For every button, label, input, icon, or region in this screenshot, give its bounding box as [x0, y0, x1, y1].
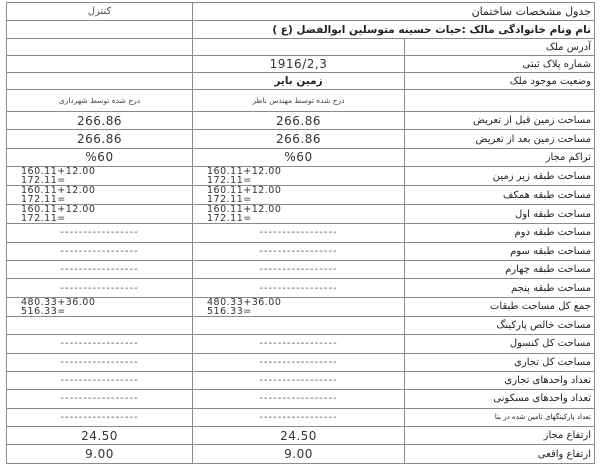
spec-row	[7, 390, 595, 408]
value-cell	[7, 186, 193, 205]
value-cell: %60	[193, 148, 405, 166]
empty-value-dashes: -----------------	[7, 408, 193, 426]
value-line: 480.33+36.00	[21, 297, 96, 308]
value-line: 160.11+12.00	[21, 185, 96, 197]
empty-value-dashes: -----------------	[193, 224, 405, 242]
info-row	[7, 56, 595, 73]
value-cell: 266.86	[193, 130, 405, 148]
spec-label: مساحت طبقه زیر زمین	[405, 167, 595, 186]
spec-row	[7, 427, 595, 445]
value-cell	[193, 297, 405, 316]
empty-value-dashes: -----------------	[193, 335, 405, 353]
column-header-municipality: درج شده توسط شهرداری	[7, 90, 193, 112]
spec-row	[7, 224, 595, 242]
spec-label: مساحت زمین بعد از تعریض	[405, 130, 595, 148]
info-label: آدرس ملک	[405, 39, 595, 56]
title-row	[7, 3, 595, 21]
spec-row	[7, 353, 595, 371]
empty-value-dashes: -----------------	[193, 390, 405, 408]
owner-control-cell	[7, 21, 193, 39]
value-cell	[7, 316, 193, 334]
spec-row	[7, 316, 595, 334]
spec-row	[7, 408, 595, 426]
info-control-cell	[7, 39, 193, 56]
empty-value-dashes: -----------------	[7, 224, 193, 242]
value-line: =172.11	[21, 213, 66, 224]
empty-value-dashes: -----------------	[7, 335, 193, 353]
spec-label: مساحت زمین قبل از تعریض	[405, 112, 595, 130]
spec-label: تراکم مجاز	[405, 148, 595, 166]
value-line: =172.11	[21, 175, 66, 186]
value-cell	[193, 316, 405, 334]
value-cell: 266.86	[7, 112, 193, 130]
spec-label: ارتفاع مجاز	[405, 427, 595, 445]
value-cell	[193, 167, 405, 186]
spec-row	[7, 445, 595, 463]
value-cell	[193, 186, 405, 205]
info-row	[7, 39, 595, 56]
spec-row	[7, 130, 595, 148]
info-value: 1916/2,3	[193, 56, 405, 73]
value-cell: 24.50	[193, 427, 405, 445]
spec-row	[7, 112, 595, 130]
value-line: =516.33	[21, 305, 66, 317]
info-control-cell	[7, 73, 193, 90]
spec-row	[7, 242, 595, 260]
column-header-engineer: درج شده توسط مهندس ناظر	[193, 90, 405, 112]
owner-row	[7, 21, 595, 39]
value-line: 160.11+12.00	[21, 166, 96, 178]
spec-row	[7, 148, 595, 166]
value-cell: %60	[7, 148, 193, 166]
spec-label: مساحت کل کنسول	[405, 335, 595, 353]
spec-row	[7, 205, 595, 224]
spec-label: مساحت طبقه همکف	[405, 186, 595, 205]
empty-value-dashes: -----------------	[193, 242, 405, 260]
value-cell: 9.00	[7, 445, 193, 463]
spec-label: تعداد واحدهای تجاری	[405, 371, 595, 389]
value-line: 160.11+12.00	[207, 185, 282, 197]
spec-label: تعداد واحدهای مسکونی	[405, 390, 595, 408]
value-cell	[193, 205, 405, 224]
empty-value-dashes: -----------------	[193, 279, 405, 297]
owner-name: نام ونام خانوادگی مالک :حیات حسینه متوسلین ابوالفضل (ع )	[193, 21, 595, 39]
spec-label: ارتفاع واقعی	[405, 445, 595, 463]
value-line: =172.11	[207, 175, 252, 186]
spec-label: جمع کل مساحت طبقات	[405, 297, 595, 316]
empty-value-dashes: -----------------	[7, 242, 193, 260]
spec-label: مساحت کل تجاری	[405, 353, 595, 371]
table-title: جدول مشخصات ساختمان	[193, 3, 595, 21]
value-cell	[7, 205, 193, 224]
empty-value-dashes: -----------------	[193, 408, 405, 426]
info-row	[7, 73, 595, 90]
empty-value-dashes: -----------------	[193, 260, 405, 278]
value-line: =172.11	[207, 213, 252, 224]
value-cell	[7, 297, 193, 316]
column-header-row	[7, 90, 595, 112]
spec-label: مساحت طبقه دوم	[405, 224, 595, 242]
info-label: وضعیت موجود ملک	[405, 73, 595, 90]
value-line: 480.33+36.00	[207, 297, 282, 308]
column-header-blank	[405, 90, 595, 112]
value-cell: 24.50	[7, 427, 193, 445]
info-value: زمین بایر	[193, 73, 405, 90]
building-spec-table	[6, 2, 595, 464]
spec-label: تعداد پارکینگهای تامین شده در بنا	[405, 408, 595, 426]
empty-value-dashes: -----------------	[7, 279, 193, 297]
empty-value-dashes: -----------------	[7, 371, 193, 389]
value-line: =516.33	[207, 305, 252, 317]
value-cell: 9.00	[193, 445, 405, 463]
spec-row	[7, 260, 595, 278]
empty-value-dashes: -----------------	[7, 260, 193, 278]
empty-value-dashes: -----------------	[193, 353, 405, 371]
spec-label: مساحت طبقه پنجم	[405, 279, 595, 297]
value-line: =172.11	[207, 194, 252, 205]
spec-row	[7, 167, 595, 186]
empty-value-dashes: -----------------	[193, 371, 405, 389]
value-line: 160.11+12.00	[207, 204, 282, 216]
control-label: کنترل	[7, 3, 193, 21]
spec-row	[7, 371, 595, 389]
value-cell: 266.86	[7, 130, 193, 148]
value-line: 160.11+12.00	[207, 166, 282, 178]
value-line: 160.11+12.00	[21, 204, 96, 216]
info-control-cell	[7, 56, 193, 73]
value-line: =172.11	[21, 194, 66, 205]
spec-row	[7, 279, 595, 297]
info-label: شماره پلاک ثبتی	[405, 56, 595, 73]
spec-row	[7, 335, 595, 353]
spec-label: مساحت طبقه اول	[405, 205, 595, 224]
spec-label: مساحت خالص پارکینگ	[405, 316, 595, 334]
spec-row	[7, 186, 595, 205]
spec-label: مساحت طبقه سوم	[405, 242, 595, 260]
empty-value-dashes: -----------------	[7, 353, 193, 371]
value-cell	[7, 167, 193, 186]
info-value	[193, 39, 405, 56]
empty-value-dashes: -----------------	[7, 390, 193, 408]
value-cell: 266.86	[193, 112, 405, 130]
spec-label: مساحت طبقه چهارم	[405, 260, 595, 278]
spec-row	[7, 297, 595, 316]
